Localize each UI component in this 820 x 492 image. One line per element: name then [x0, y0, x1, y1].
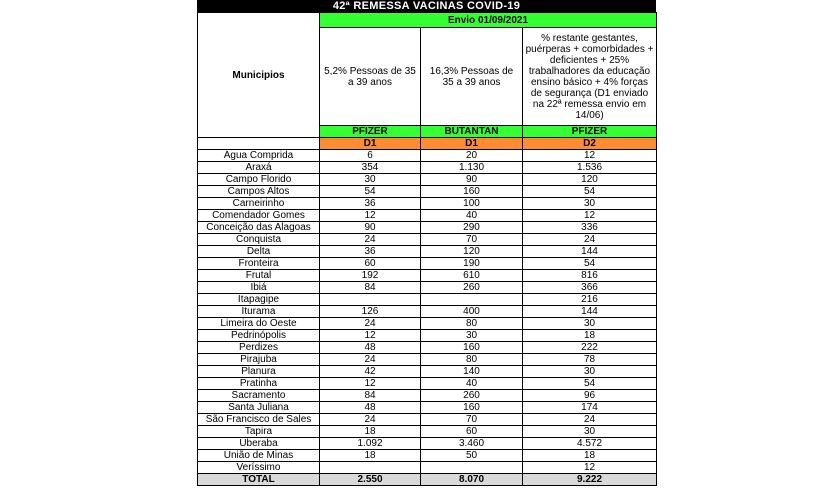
municipio-name: Comendador Gomes [198, 210, 320, 222]
municipio-name: Pirajuba [198, 354, 320, 366]
dose-count: 30 [320, 174, 421, 186]
table-row [198, 318, 657, 330]
total-label: TOTAL [198, 474, 320, 486]
municipio-name: Itapagipe [198, 294, 320, 306]
dose-count: 90 [320, 222, 421, 234]
dose-count [320, 294, 421, 306]
table-row [198, 150, 657, 162]
dose-count: 24 [523, 414, 657, 426]
dose-count: 100 [421, 198, 523, 210]
sheet-title: 42ª REMESSA VACINAS COVID-19 [197, 0, 656, 12]
table-row [198, 186, 657, 198]
municipio-name: Delta [198, 246, 320, 258]
table-row [198, 426, 657, 438]
dose-count: 120 [421, 246, 523, 258]
dose-count: 290 [421, 222, 523, 234]
municipio-name: Pedrinópolis [198, 330, 320, 342]
dose-count: 96 [523, 390, 657, 402]
municipios-header: Municipios [198, 13, 320, 138]
dose-count: 336 [523, 222, 657, 234]
municipio-name: Água Comprida [198, 150, 320, 162]
municipio-name: Ibiá [198, 282, 320, 294]
dose-count: 216 [523, 294, 657, 306]
table-row [198, 378, 657, 390]
total-value: 2.550 [320, 474, 421, 486]
total-row [198, 474, 657, 486]
table-row [198, 366, 657, 378]
dose-count: 60 [421, 426, 523, 438]
municipio-name: Santa Juliana [198, 402, 320, 414]
municipio-name: Limeira do Oeste [198, 318, 320, 330]
table-row [198, 294, 657, 306]
dose-count: 12 [523, 462, 657, 474]
dose-count: 30 [523, 426, 657, 438]
dose-count: 20 [421, 150, 523, 162]
col3-brand: PFIZER [523, 126, 657, 138]
municipio-name: Sacramento [198, 390, 320, 402]
table-row [198, 282, 657, 294]
dose-count: 54 [523, 186, 657, 198]
dose-count: 40 [421, 210, 523, 222]
col2-dose: D1 [421, 138, 523, 150]
dose-count: 1.092 [320, 438, 421, 450]
dose-count: 84 [320, 282, 421, 294]
col3-description: % restante gestantes, puérperas + comorbidades + deficientes + 25% trabalhadores da educação ensino básico + 4% forças de segurança (D1 enviado na 22ª remessa envio em 14/06) [523, 28, 657, 126]
table-row [198, 222, 657, 234]
dose-count: 192 [320, 270, 421, 282]
table-row [198, 258, 657, 270]
col1-brand: PFIZER [320, 126, 421, 138]
dose-count: 12 [320, 330, 421, 342]
municipio-name: Pratinha [198, 378, 320, 390]
municipio-name: Conquista [198, 234, 320, 246]
dose-count: 30 [421, 330, 523, 342]
dose-count: 260 [421, 390, 523, 402]
municipio-name: Tapira [198, 426, 320, 438]
dose-count: 18 [523, 450, 657, 462]
table-row [198, 462, 657, 474]
table-row [198, 246, 657, 258]
dose-count: 144 [523, 246, 657, 258]
dose-count: 160 [421, 186, 523, 198]
vaccine-sheet [197, 0, 656, 486]
dose-count: 120 [523, 174, 657, 186]
municipio-name: Perdizes [198, 342, 320, 354]
dose-count: 42 [320, 366, 421, 378]
municipio-name: Campo Florido [198, 174, 320, 186]
table-row [198, 210, 657, 222]
dose-count: 54 [320, 186, 421, 198]
envio-date: Envio 01/09/2021 [320, 13, 657, 28]
dose-count: 24 [320, 354, 421, 366]
dose-count: 84 [320, 390, 421, 402]
dose-spacer [198, 138, 320, 150]
table-row [198, 354, 657, 366]
municipio-name: Araxá [198, 162, 320, 174]
col1-description: 5,2% Pessoas de 35 a 39 anos [320, 28, 421, 126]
municipio-name: Carneirinho [198, 198, 320, 210]
table-row [198, 390, 657, 402]
dose-count: 78 [523, 354, 657, 366]
table-row [198, 402, 657, 414]
dose-count: 54 [523, 258, 657, 270]
dose-count: 12 [523, 210, 657, 222]
table-row [198, 162, 657, 174]
municipio-name: União de Minas [198, 450, 320, 462]
dose-count: 1.130 [421, 162, 523, 174]
dose-count: 6 [320, 150, 421, 162]
dose-count [421, 294, 523, 306]
dose-count: 3.460 [421, 438, 523, 450]
table-row [198, 414, 657, 426]
dose-count: 140 [421, 366, 523, 378]
total-value: 8.070 [421, 474, 523, 486]
dose-count: 36 [320, 198, 421, 210]
table-row [198, 342, 657, 354]
municipio-name: Conceição das Alagoas [198, 222, 320, 234]
municipio-name: Frutal [198, 270, 320, 282]
dose-count: 4.572 [523, 438, 657, 450]
distribution-table [197, 12, 657, 486]
dose-count: 126 [320, 306, 421, 318]
dose-count: 30 [523, 318, 657, 330]
dose-count: 190 [421, 258, 523, 270]
dose-count: 18 [523, 330, 657, 342]
dose-count: 222 [523, 342, 657, 354]
dose-count: 144 [523, 306, 657, 318]
dose-count: 70 [421, 414, 523, 426]
dose-count: 12 [320, 378, 421, 390]
dose-count: 24 [320, 414, 421, 426]
dose-count: 174 [523, 402, 657, 414]
dose-count [320, 462, 421, 474]
table-row [198, 330, 657, 342]
dose-count: 60 [320, 258, 421, 270]
dose-count: 80 [421, 354, 523, 366]
dose-count: 1.536 [523, 162, 657, 174]
table-row [198, 438, 657, 450]
table-row [198, 306, 657, 318]
dose-count: 30 [523, 366, 657, 378]
dose-count: 54 [523, 378, 657, 390]
municipio-name: Veríssimo [198, 462, 320, 474]
dose-count: 610 [421, 270, 523, 282]
dose-count: 24 [320, 234, 421, 246]
dose-count: 160 [421, 402, 523, 414]
table-row [198, 450, 657, 462]
col2-brand: BUTANTAN [421, 126, 523, 138]
dose-count: 816 [523, 270, 657, 282]
dose-count: 90 [421, 174, 523, 186]
dose-count: 30 [523, 198, 657, 210]
dose-count: 24 [320, 318, 421, 330]
dose-count: 50 [421, 450, 523, 462]
municipio-name: Uberaba [198, 438, 320, 450]
table-row [198, 174, 657, 186]
dose-count: 48 [320, 402, 421, 414]
dose-count: 18 [320, 426, 421, 438]
dose-count: 400 [421, 306, 523, 318]
table-row [198, 198, 657, 210]
total-value: 9.222 [523, 474, 657, 486]
dose-count: 40 [421, 378, 523, 390]
table-row [198, 234, 657, 246]
dose-count: 48 [320, 342, 421, 354]
table-row [198, 270, 657, 282]
municipio-name: São Francisco de Sales [198, 414, 320, 426]
municipio-name: Planura [198, 366, 320, 378]
dose-count: 12 [523, 150, 657, 162]
municipio-name: Iturama [198, 306, 320, 318]
col1-dose: D1 [320, 138, 421, 150]
dose-count: 24 [523, 234, 657, 246]
col2-description: 16,3% Pessoas de 35 a 39 anos [421, 28, 523, 126]
dose-count: 12 [320, 210, 421, 222]
col3-dose: D2 [523, 138, 657, 150]
dose-count: 160 [421, 342, 523, 354]
municipio-name: Campos Altos [198, 186, 320, 198]
dose-count: 36 [320, 246, 421, 258]
municipio-name: Fronteira [198, 258, 320, 270]
dose-count: 80 [421, 318, 523, 330]
dose-count [421, 462, 523, 474]
dose-count: 18 [320, 450, 421, 462]
dose-count: 366 [523, 282, 657, 294]
dose-count: 70 [421, 234, 523, 246]
dose-count: 354 [320, 162, 421, 174]
dose-count: 260 [421, 282, 523, 294]
